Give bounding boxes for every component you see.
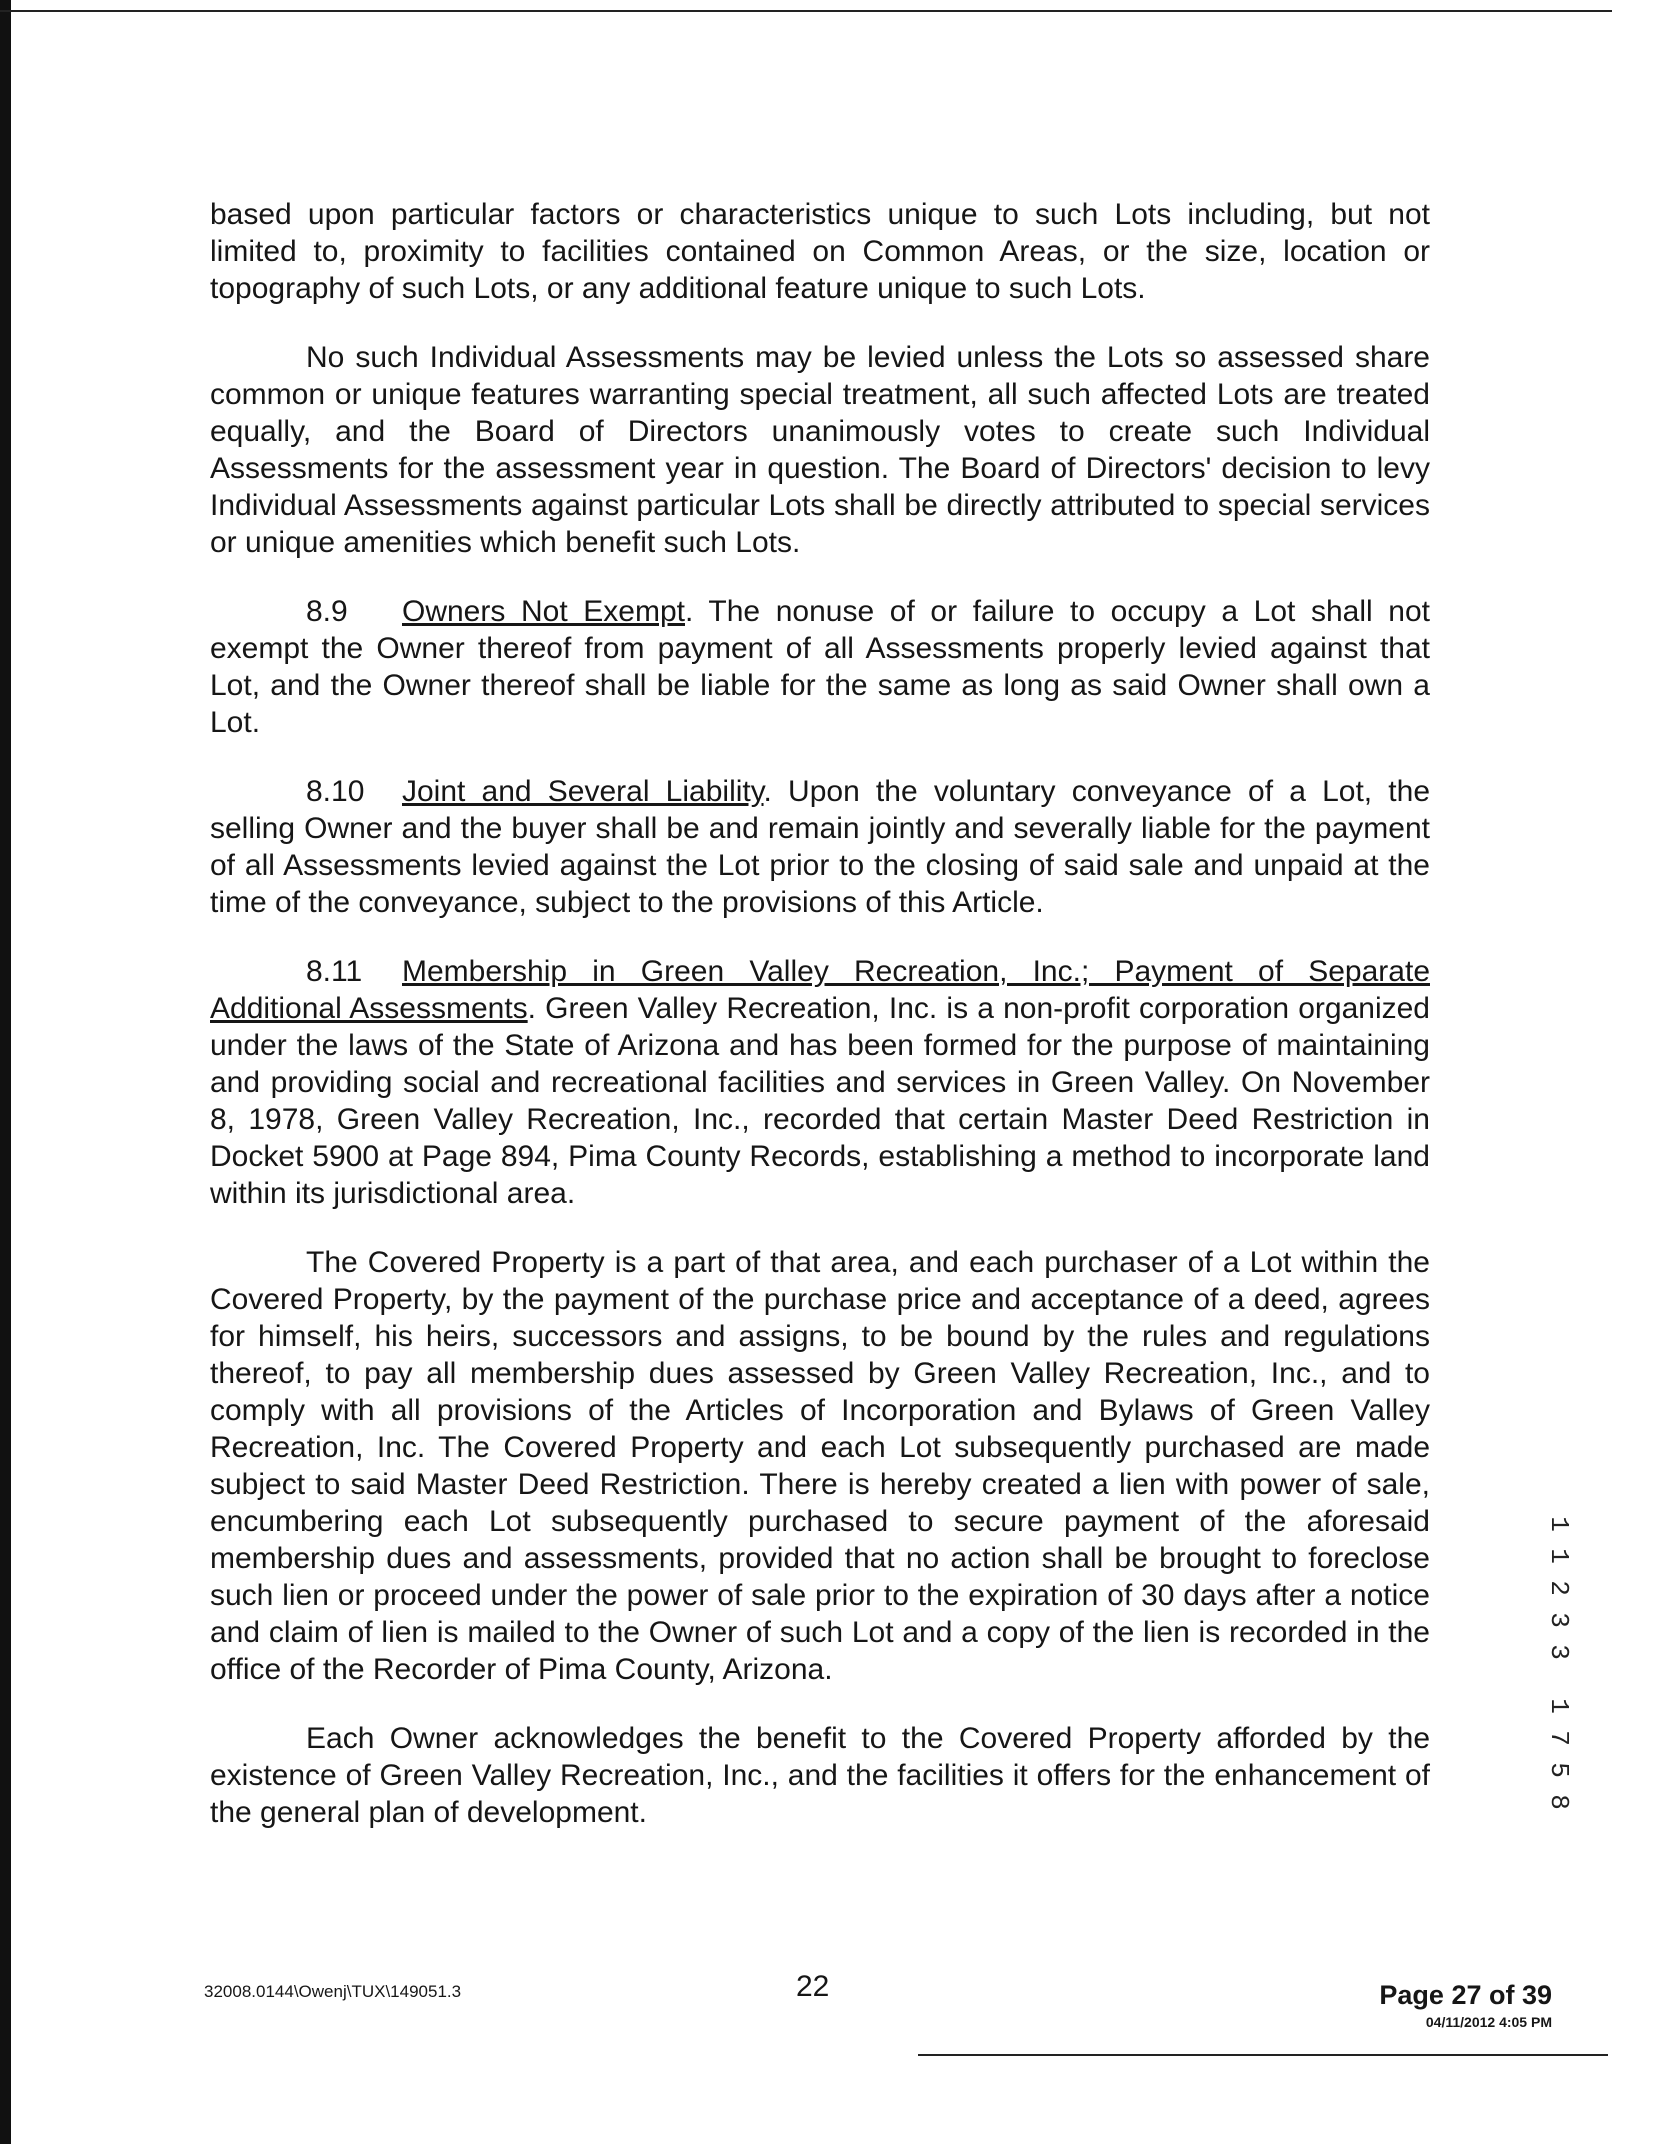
- print-datetime: 04/11/2012 4:05 PM: [1425, 2014, 1552, 2030]
- section-title: Membership in Green Valley Recreation, Inc.; Payment of Separate Additional Assessments: [210, 955, 1430, 1025]
- stamp-digit: 1: [1543, 1516, 1574, 1532]
- stamp-digit: 7: [1543, 1730, 1574, 1746]
- paragraph-each-owner: Each Owner acknowledges the benefit to the Covered Property afforded by the existence of Green Valley Recreation, Inc., and the facilities it offers for the enhancement of the general plan of development.: [210, 1722, 1430, 1829]
- section-text: . Green Valley Recreation, Inc. is a non-profit corporation organized under the laws of the State of Arizona and has been formed for the purpose of maintaining and providing social and recreational facilities and services in Green Valley. On November 8, 1978, Green Valley Recreation, Inc., recorded that certain Master Deed Restriction in Docket 5900 at Page 894, Pima County Records, establishing a method to incorporate land within its jurisdictional area.: [210, 992, 1430, 1210]
- bottom-rule: [918, 2054, 1608, 2056]
- section-title: Joint and Several Liability: [402, 775, 764, 808]
- paragraph-individual-assessments: No such Individual Assessments may be levied unless the Lots so assessed share common or unique features warranting special treatment, all such affected Lots are treated equally, and the Board of Directors unanimously votes to create such Individual Assessments for the assessment year in question. The Board of Directors' decision to levy Individual Assessments against particular Lots shall be directly attributed to special services or unique amenities which benefit such Lots.: [210, 341, 1430, 559]
- stamp-digit: 3: [1543, 1612, 1574, 1628]
- section-number: 8.11: [306, 955, 363, 988]
- page-number: 22: [796, 1970, 830, 2003]
- section-text: . Upon the voluntary conveyance of a Lot, the selling Owner and the buyer shall be and remain jointly and severally liable for the payment of all Assessments levied against the Lot prior to the closing of said sale and unpaid at the time of the conveyance, subject to the provisions of this Article.: [210, 775, 1430, 919]
- stamp-digit: 8: [1543, 1794, 1574, 1810]
- stamp-digit: 3: [1543, 1644, 1574, 1660]
- scan-left-edge: [0, 0, 11, 2144]
- section-8-9: [210, 593, 1430, 741]
- top-rule: [0, 10, 1612, 12]
- section-title: Owners Not Exempt: [402, 595, 685, 628]
- stamp-digit: 1: [1543, 1698, 1574, 1714]
- section-number: 8.9: [306, 595, 348, 628]
- paragraph-covered-property: The Covered Property is a part of that area, and each purchaser of a Lot within the Covered Property, by the payment of the purchase price and acceptance of a deed, agrees for himself, his heirs, successors and assigns, to be bound by the rules and regulations thereof, to pay all membership dues assessed by Green Valley Recreation, Inc., and to comply with all provisions of the Articles of Incorporation and Bylaws of Green Valley Recreation, Inc. The Covered Property and each Lot subsequently purchased are made subject to said Master Deed Restriction. There is hereby created a lien with power of sale, encumbering each Lot subsequently purchased to secure payment of the aforesaid membership dues and assessments, provided that no action shall be brought to foreclose such lien or proceed under the power of sale prior to the expiration of 30 days after a notice and claim of lien is mailed to the Owner of such Lot and a copy of the lien is recorded in the office of the Recorder of Pima County, Arizona.: [210, 1246, 1430, 1686]
- document-reference: 32008.0144\Owenj\TUX\149051.3: [204, 1982, 462, 2001]
- recording-stamp: [1541, 1508, 1577, 1818]
- section-text: . The nonuse of or failure to occupy a Lot shall not exempt the Owner thereof from payment of all Assessments properly levied against that Lot, and the Owner thereof shall be liable for the same as long as said Owner shall own a Lot.: [210, 595, 1430, 739]
- stamp-digit: 1: [1543, 1548, 1574, 1564]
- page-count: Page 27 of 39: [1379, 1980, 1552, 2010]
- stamp-digit: 5: [1543, 1762, 1574, 1778]
- section-8-10: [210, 773, 1430, 921]
- section-number: 8.10: [306, 775, 365, 808]
- stamp-digit: 2: [1543, 1580, 1574, 1596]
- document-body: [210, 196, 1430, 1831]
- paragraph-continued: based upon particular factors or characteristics unique to such Lots including, but not limited to, proximity to facilities contained on Common Areas, or the size, location or topography of such Lots, or any additional feature unique to such Lots.: [210, 198, 1430, 305]
- section-8-11: [210, 953, 1430, 1212]
